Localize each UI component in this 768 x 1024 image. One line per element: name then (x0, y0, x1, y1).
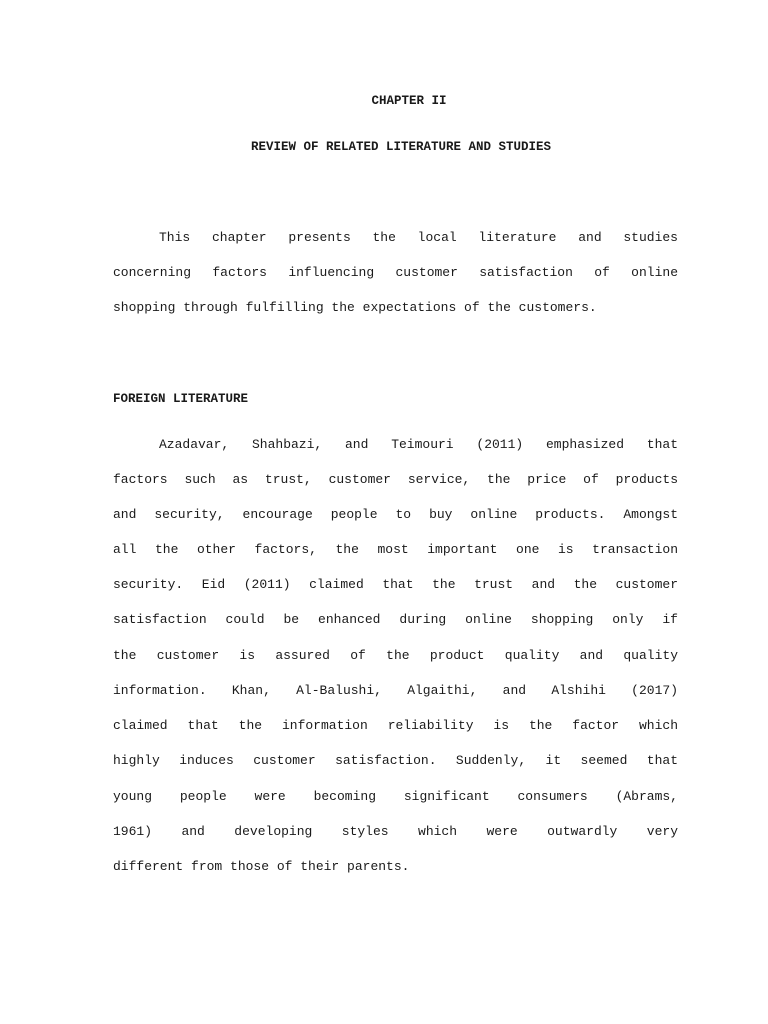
body-line-5: security. Eid (2011) claimed that the trust and the customer (113, 577, 678, 592)
body-line-3: and security, encourage people to buy online products. Amongst (113, 507, 678, 522)
intro-line-2: concerning factors influencing customer satisfaction of online (113, 265, 678, 280)
body-line-4: all the other factors, the most important one is transaction (113, 542, 678, 557)
body-line-6: satisfaction could be enhanced during online shopping only if (113, 612, 678, 627)
body-line-1: Azadavar, Shahbazi, and Teimouri (2011) emphasized that (159, 437, 678, 452)
body-line-11: young people were becoming significant consumers (Abrams, (113, 789, 678, 804)
intro-line-3: shopping through fulfilling the expectations of the customers. (113, 300, 597, 315)
body-line-10: highly induces customer satisfaction. Suddenly, it seemed that (113, 753, 678, 768)
intro-line-1: This chapter presents the local literature and studies (159, 230, 678, 245)
body-line-12: 1961) and developing styles which were outwardly very (113, 824, 678, 839)
chapter-title: REVIEW OF RELATED LITERATURE AND STUDIES (250, 140, 552, 154)
chapter-label: CHAPTER II (371, 94, 447, 108)
body-line-7: the customer is assured of the product quality and quality (113, 648, 678, 663)
body-line-8: information. Khan, Al-Balushi, Algaithi, and Alshihi (2017) (113, 683, 678, 698)
section-heading: FOREIGN LITERATURE (113, 392, 249, 406)
body-line-13: different from those of their parents. (113, 859, 410, 874)
body-line-9: claimed that the information reliability is the factor which (113, 718, 678, 733)
body-line-2: factors such as trust, customer service, the price of products (113, 472, 678, 487)
